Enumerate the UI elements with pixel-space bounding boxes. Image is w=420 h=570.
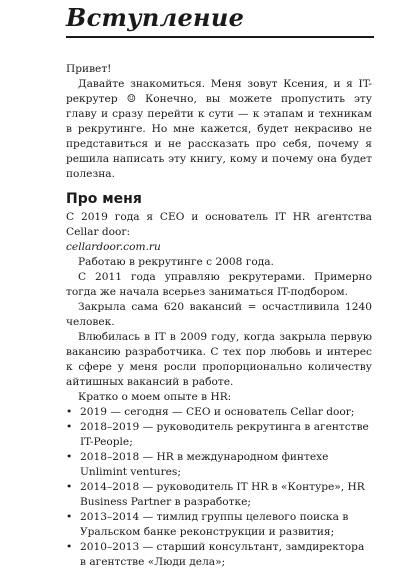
about-website: cellardoor.com.ru	[66, 241, 161, 253]
list-item: • 2018–2019 — руководитель рекрутинга в агентстве IT-People;	[66, 420, 372, 450]
about-recruiting-since: Работаю в рекрутинге с 2008 года.	[78, 256, 274, 268]
section-title-about: Про меня	[66, 191, 142, 207]
about-love-it: Влюбилась в IT в 2009 году, когда закрыла первую вакансию разработчика. С тех пор любовь и интерес к сфере у меня росли пропорционально количеству айтишных вакансий в работе.	[66, 331, 372, 388]
chapter-title: Вступление	[66, 3, 245, 32]
about-closed-vacancies: Закрыла сама 620 вакансий = осчастливила 1240 человек.	[66, 301, 372, 328]
list-item: • 2010–2013 — старший консультант, замдиректора в агентстве «Люди дела»;	[66, 540, 372, 570]
title-divider	[66, 36, 374, 38]
list-item: • 2019 — сегодня — СЕО и основатель Cellar door;	[66, 405, 372, 420]
experience-list	[66, 405, 372, 570]
chapter-heading	[66, 4, 374, 32]
intro-paragraph: Давайте знакомиться. Меня зовут Ксения, и я IT-рекрутер ☺ Конечно, вы можете пропустить эту главу и сразу перейти к сути — к этапам и техникам в рекрутинге. Но мне кажется, будет некрасиво не представиться и не рассказать про себя, почему я решила написать эту книгу, кому и почему она будет полезна.	[66, 78, 372, 180]
about-ceo-line: С 2019 года я СЕО и основатель IT HR агентства Cellar door:	[66, 211, 372, 238]
list-item: • 2014–2018 — руководитель IT HR в «Контуре», HR Business Partner в разработке;	[66, 480, 372, 510]
page-body	[66, 62, 372, 570]
about-managing: С 2011 года управляю рекрутерами. Примерно тогда же начала всерьез заниматься IT-подбором.	[66, 271, 372, 298]
about-experience-intro: Кратко о моем опыте в HR:	[78, 391, 232, 403]
intro-greeting: Привет!	[66, 63, 112, 75]
list-item: • 2018–2018 — HR в международном финтехе Unlimint ventures;	[66, 450, 372, 480]
list-item: • 2013–2014 — тимлид группы целевого поиска в Уральском банке реконструкции и развития;	[66, 510, 372, 540]
